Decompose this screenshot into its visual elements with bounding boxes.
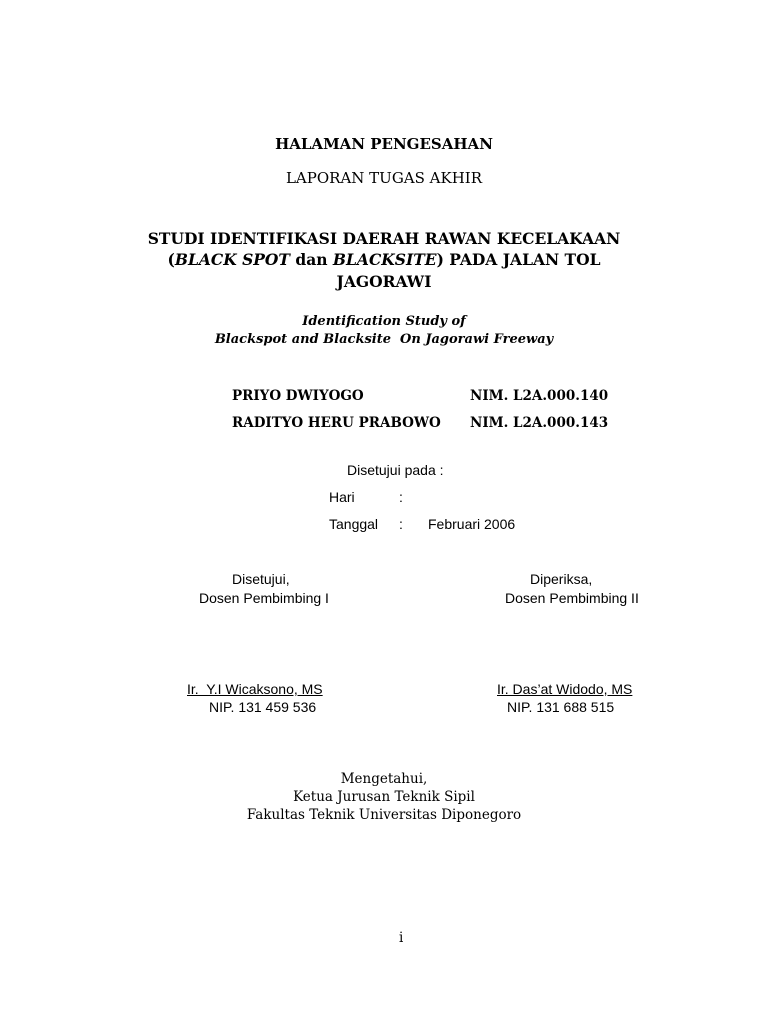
advisor-left-status: Disetujui, — [232, 571, 290, 587]
approval-label: Disetujui pada : — [347, 462, 444, 478]
approval-date-label: Tanggal — [329, 516, 379, 532]
advisor-left-role: Dosen Pembimbing I — [199, 590, 329, 606]
advisor-right-name: Ir. Das’at Widodo, MS — [497, 681, 633, 697]
english-title-line-2: Blackspot and Blacksite On Jagorawi Freeway — [214, 332, 554, 347]
thesis-title-line-3: JAGORAWI — [336, 272, 432, 291]
advisor-right-nip: NIP. 131 688 515 — [507, 699, 615, 715]
page-number: i — [399, 930, 404, 946]
acknowledged-label: Mengetahui, — [340, 771, 428, 787]
thesis-title-line-2 — [0, 250, 768, 269]
advisor-right-status: Diperiksa, — [530, 571, 593, 587]
approval-date-value: Februari 2006 — [428, 516, 516, 532]
acknowledged-role: Ketua Jurusan Teknik Sipil — [293, 789, 475, 805]
thesis-title-black-spot: BLACK SPOT — [174, 250, 290, 269]
acknowledged-faculty: Fakultas Teknik Universitas Diponegoro — [246, 807, 522, 823]
report-type: LAPORAN TUGAS AKHIR — [285, 169, 483, 187]
approval-date-colon: : — [399, 516, 403, 532]
approval-day-label: Hari — [329, 489, 355, 505]
student-name-1: PRIYO DWIYOGO — [232, 388, 364, 404]
thesis-title-dan: dan — [289, 250, 333, 269]
page-title: HALAMAN PENGESAHAN — [275, 135, 493, 153]
advisor-left-name: Ir. Y.I Wicaksono, MS — [187, 681, 323, 697]
advisor-right-role: Dosen Pembimbing II — [505, 590, 639, 606]
approval-day-colon: : — [399, 489, 403, 505]
thesis-title-blacksite: BLACKSITE — [332, 250, 437, 269]
advisor-left-nip: NIP. 131 459 536 — [209, 699, 317, 715]
english-title-line-1: Identification Study of — [302, 314, 466, 329]
student-nim-2: NIM. L2A.000.143 — [470, 415, 609, 431]
student-name-2: RADITYO HERU PRABOWO — [232, 415, 441, 431]
thesis-title-line-1: STUDI IDENTIFIKASI DAERAH RAWAN KECELAKAAN — [147, 229, 621, 248]
student-nim-1: NIM. L2A.000.140 — [470, 388, 609, 404]
thesis-title-paren-open: ( — [167, 250, 175, 269]
thesis-title-rest: ) PADA JALAN TOL — [436, 250, 601, 269]
